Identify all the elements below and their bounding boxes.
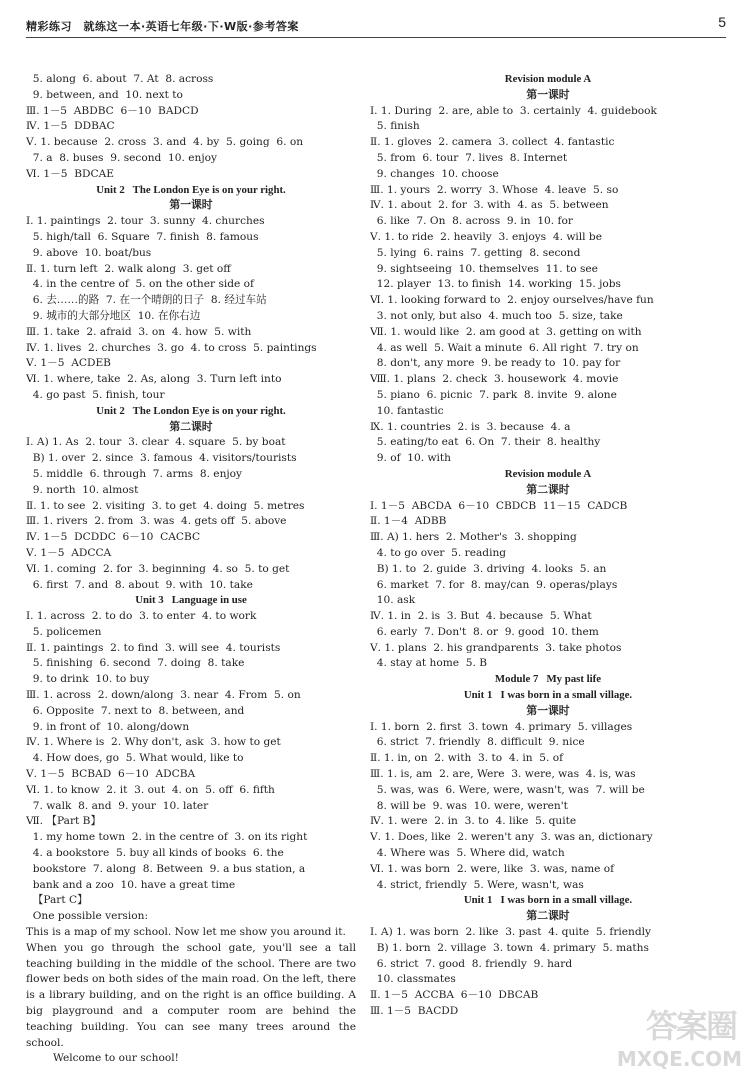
answer-line: 7. walk 8. and 9. your 10. later	[26, 799, 209, 812]
answer-line: 10. classmates	[370, 973, 456, 986]
section-heading: 第二课时	[526, 910, 570, 923]
answer-line: Ⅳ. 1－5 DCDDC 6－10 CACBC	[26, 531, 201, 544]
answer-line: Ⅰ. 1－5 ABCDA 6－10 CBDCB 11－15 CADCB	[370, 499, 628, 512]
section-heading: Revision module A	[504, 467, 592, 480]
answer-line: Ⅲ. 1. across 2. down/along 3. near 4. From 5. on	[26, 689, 301, 702]
answer-line: 6. 去……的路 7. 在一个晴朗的日子 8. 经过车站	[26, 294, 267, 307]
answer-line: 8. will be 9. was 10. were, weren't	[370, 799, 568, 812]
answer-line: Ⅳ. 1. Where is 2. Why don't, ask 3. how to get	[26, 736, 281, 749]
answer-line: 4. How does, go 5. What would, like to	[26, 752, 244, 765]
header-divider	[26, 37, 726, 38]
essay-paragraph: When you go through the school gate, you'll see a tall teaching building in the middle of the school. There are two flower beds on both sides of the main road. On the left, there is a library building, and on the right is an office building. A big playground and a computer room are behind the teaching building. You can see many trees around the school.	[26, 941, 356, 1049]
answer-line: Welcome to our school!	[26, 1052, 179, 1065]
answer-line: 9. of 10. with	[370, 452, 451, 465]
answer-line: Ⅲ. 1. yours 2. worry 3. Whose 4. leave 5. so	[370, 183, 619, 196]
answer-line: Ⅲ. 1－5 ABDBC 6－10 BADCD	[26, 104, 199, 117]
answer-line: 5. finish	[370, 120, 420, 133]
answer-line: 6. like 7. On 8. across 9. in 10. for	[370, 215, 573, 228]
section-heading: 第二课时	[169, 420, 213, 433]
answer-line: Ⅲ. 1. take 2. afraid 3. on 4. how 5. with	[26, 325, 252, 338]
answer-line: Ⅰ. A) 1. was born 2. like 3. past 4. quite 5. friendly	[370, 926, 652, 939]
answer-line: Ⅴ. 1－5 BCBAD 6－10 ADCBA	[26, 768, 196, 781]
section-heading: 第一课时	[526, 704, 570, 717]
answer-line: B) 1. born 2. village 3. town 4. primary 5. maths	[370, 941, 649, 954]
answer-line: 6. early 7. Don't 8. or 9. good 10. them	[370, 625, 599, 638]
section-heading: Unit 2 The London Eye is on your right.	[96, 183, 286, 196]
answer-line: Ⅳ. 1. in 2. is 3. But 4. because 5. What	[370, 610, 592, 623]
answer-line: Ⅱ. 1－5 ACCBA 6－10 DBCAB	[370, 989, 539, 1002]
answer-line: Ⅵ. 1－5 BDCAE	[26, 167, 114, 180]
answer-line: Ⅲ. 1－5 BACDD	[370, 1005, 459, 1018]
section-heading: Unit 1 I was born in a small village.	[463, 894, 633, 907]
answer-line: Ⅴ. 1－5 ADCCA	[26, 546, 112, 559]
answer-line: 9. in front of 10. along/down	[26, 720, 190, 733]
answer-line: 5. middle 6. through 7. arms 8. enjoy	[26, 467, 243, 480]
section-heading: Unit 1 I was born in a small village.	[463, 689, 633, 702]
watermark-logo	[602, 1001, 742, 1071]
answer-line: 1. my home town 2. in the centre of 3. on its right	[26, 831, 308, 844]
answer-line: Ⅸ. 1. countries 2. is 3. because 4. a	[370, 420, 571, 433]
answer-line: Ⅳ. 1－5 DDBAC	[26, 120, 115, 133]
answer-line: Ⅳ. 1. lives 2. churches 3. go 4. to cross 5. paintings	[26, 341, 317, 354]
answer-line: 5. lying 6. rains 7. getting 8. second	[370, 246, 581, 259]
section-heading: Module 7 My past life	[494, 673, 602, 686]
answer-line: One possible version:	[26, 910, 149, 923]
answer-line: 4. a bookstore 5. buy all kinds of books 6. the	[26, 847, 284, 860]
answer-line: 6. market 7. for 8. may/can 9. operas/plays	[370, 578, 618, 591]
answer-line: Ⅴ. 1. plans 2. his grandparents 3. take photos	[370, 641, 622, 654]
answer-line: Ⅲ. A) 1. hers 2. Mother's 3. shopping	[370, 531, 577, 544]
answer-line: 9. sightseeing 10. themselves 11. to see	[370, 262, 598, 275]
answer-line: 6. first 7. and 8. about 9. with 10. take	[26, 578, 253, 591]
answer-line: Ⅱ. 1. in, on 2. with 3. to 4. in 5. of	[370, 752, 564, 765]
answer-line: 4. to go over 5. reading	[370, 546, 507, 559]
answer-line: 10. ask	[370, 594, 416, 607]
answer-line: 6. strict 7. good 8. friendly 9. hard	[370, 957, 573, 970]
answer-line: 5. piano 6. picnic 7. park 8. invite 9. alone	[370, 388, 617, 401]
right-answer-column	[370, 72, 726, 1020]
answer-line: Ⅱ. 1. turn left 2. walk along 3. get off	[26, 262, 231, 275]
answer-line: Ⅴ. 1－5 ACDEB	[26, 357, 111, 370]
answer-line: 3. not only, but also 4. much too 5. size, take	[370, 309, 623, 322]
answer-line: Ⅵ. 1. coming 2. for 3. beginning 4. so 5. to get	[26, 562, 290, 575]
answer-line: Ⅴ. 1. because 2. cross 3. and 4. by 5. going 6. on	[26, 136, 304, 149]
answer-line: Ⅳ. 1. about 2. for 3. with 4. as 5. between	[370, 199, 609, 212]
answer-line: 4. go past 5. finish, tour	[26, 388, 165, 401]
answer-line: Ⅰ. 1. During 2. are, able to 3. certainly 4. guidebook	[370, 104, 657, 117]
answer-line: Ⅳ. 1. were 2. in 3. to 4. like 5. quite	[370, 815, 577, 828]
page-header	[26, 8, 726, 38]
answer-line: 5. finishing 6. second 7. doing 8. take	[26, 657, 245, 670]
answer-line: 4. as well 5. Wait a minute 6. All right 7. try on	[370, 341, 639, 354]
answer-line: Ⅶ. 1. would like 2. am good at 3. getting on with	[370, 325, 642, 338]
answer-line: 9. above 10. boat/bus	[26, 246, 152, 259]
answer-line: 9. to drink 10. to buy	[26, 673, 150, 686]
answer-line: 5. policemen	[26, 625, 102, 638]
answer-line: 6. strict 7. friendly 8. difficult 9. nice	[370, 736, 585, 749]
answer-line: 【Part C】	[26, 894, 88, 907]
answer-line: Ⅰ. 1. across 2. to do 3. to enter 4. to work	[26, 610, 257, 623]
answer-line: 4. in the centre of 5. on the other side of	[26, 278, 254, 291]
answer-line: Ⅱ. 1－4 ADBB	[370, 515, 447, 528]
answer-line: 7. a 8. buses 9. second 10. enjoy	[26, 151, 218, 164]
answer-line: 4. Where was 5. Where did, watch	[370, 847, 565, 860]
answer-line: Ⅰ. A) 1. As 2. tour 3. clear 4. square 5. by boat	[26, 436, 286, 449]
answer-line: B) 1. over 2. since 3. famous 4. visitors/tourists	[26, 452, 297, 465]
page-number: 5	[718, 14, 726, 30]
answer-line: Ⅱ. 1. gloves 2. camera 3. collect 4. fantastic	[370, 136, 615, 149]
section-heading: Unit 2 The London Eye is on your right.	[96, 404, 286, 417]
section-heading: 第二课时	[526, 483, 570, 496]
answer-line: 4. stay at home 5. B	[370, 657, 488, 670]
answer-line: bookstore 7. along 8. Between 9. a bus station, a	[26, 862, 306, 875]
answer-line: B) 1. to 2. guide 3. driving 4. looks 5. an	[370, 562, 607, 575]
answer-line: 6. Opposite 7. next to 8. between, and	[26, 704, 245, 717]
answer-line: 5. high/tall 6. Square 7. finish 8. famous	[26, 230, 259, 243]
header-title: 精彩练习 就练这一本·英语七年级·下·W版·参考答案	[26, 20, 299, 33]
watermark-top-text: 答案圈	[645, 1007, 736, 1045]
answer-line: Ⅰ. 1. born 2. first 3. town 4. primary 5. villages	[370, 720, 633, 733]
left-answer-column	[26, 72, 356, 1067]
answer-line: 12. player 13. to finish 14. working 15. jobs	[370, 278, 621, 291]
section-heading: Unit 3 Language in use	[135, 594, 247, 607]
answer-line: 8. don't, any more 9. be ready to 10. pay for	[370, 357, 621, 370]
answer-line: Ⅵ. 1. where, take 2. As, along 3. Turn left into	[26, 373, 282, 386]
answer-line: Ⅴ. 1. Does, like 2. weren't any 3. was an, dictionary	[370, 831, 653, 844]
answer-line: 5. was, was 6. Were, were, wasn't, was 7. will be	[370, 783, 645, 796]
answer-line: 5. from 6. tour 7. lives 8. Internet	[370, 151, 568, 164]
answer-line: Ⅴ. 1. to ride 2. heavily 3. enjoys 4. will be	[370, 230, 602, 243]
answer-line: Ⅰ. 1. paintings 2. tour 3. sunny 4. churches	[26, 215, 265, 228]
answer-line: bank and a zoo 10. have a great time	[26, 878, 236, 891]
answer-line: Ⅱ. 1. paintings 2. to find 3. will see 4. tourists	[26, 641, 281, 654]
watermark-bottom-text: MXQE.COM	[616, 1047, 742, 1071]
answer-line: 9. 城市的大部分地区 10. 在你右边	[26, 309, 201, 322]
answer-line: 9. changes 10. choose	[370, 167, 499, 180]
answer-line: Ⅶ. 【Part B】	[26, 815, 102, 828]
answer-line: 9. north 10. almost	[26, 483, 139, 496]
section-heading: 第一课时	[526, 88, 570, 101]
answer-line: Ⅷ. 1. plans 2. check 3. housework 4. movie	[370, 373, 619, 386]
answer-line: Ⅱ. 1. to see 2. visiting 3. to get 4. doing 5. metres	[26, 499, 305, 512]
answer-line: Ⅲ. 1. is, am 2. are, Were 3. were, was 4. is, was	[370, 768, 636, 781]
answer-line: 4. strict, friendly 5. Were, wasn't, was	[370, 878, 584, 891]
answer-line: Ⅵ. 1. to know 2. it 3. out 4. on 5. off 6. fifth	[26, 783, 275, 796]
essay-paragraph: This is a map of my school. Now let me show you around it.	[26, 926, 346, 939]
answer-line: Ⅲ. 1. rivers 2. from 3. was 4. gets off 5. above	[26, 515, 287, 528]
section-heading: Revision module A	[504, 73, 592, 85]
answer-line: 5. eating/to eat 6. On 7. their 8. healthy	[370, 436, 601, 449]
answer-line: 5. along 6. about 7. At 8. across	[26, 73, 214, 85]
answer-line: Ⅵ. 1. was born 2. were, like 3. was, name of	[370, 862, 615, 875]
answer-line: 9. between, and 10. next to	[26, 88, 183, 101]
answer-line: 10. fantastic	[370, 404, 444, 417]
answer-line: Ⅵ. 1. looking forward to 2. enjoy ourselves/have fun	[370, 294, 654, 307]
section-heading: 第一课时	[169, 199, 213, 212]
